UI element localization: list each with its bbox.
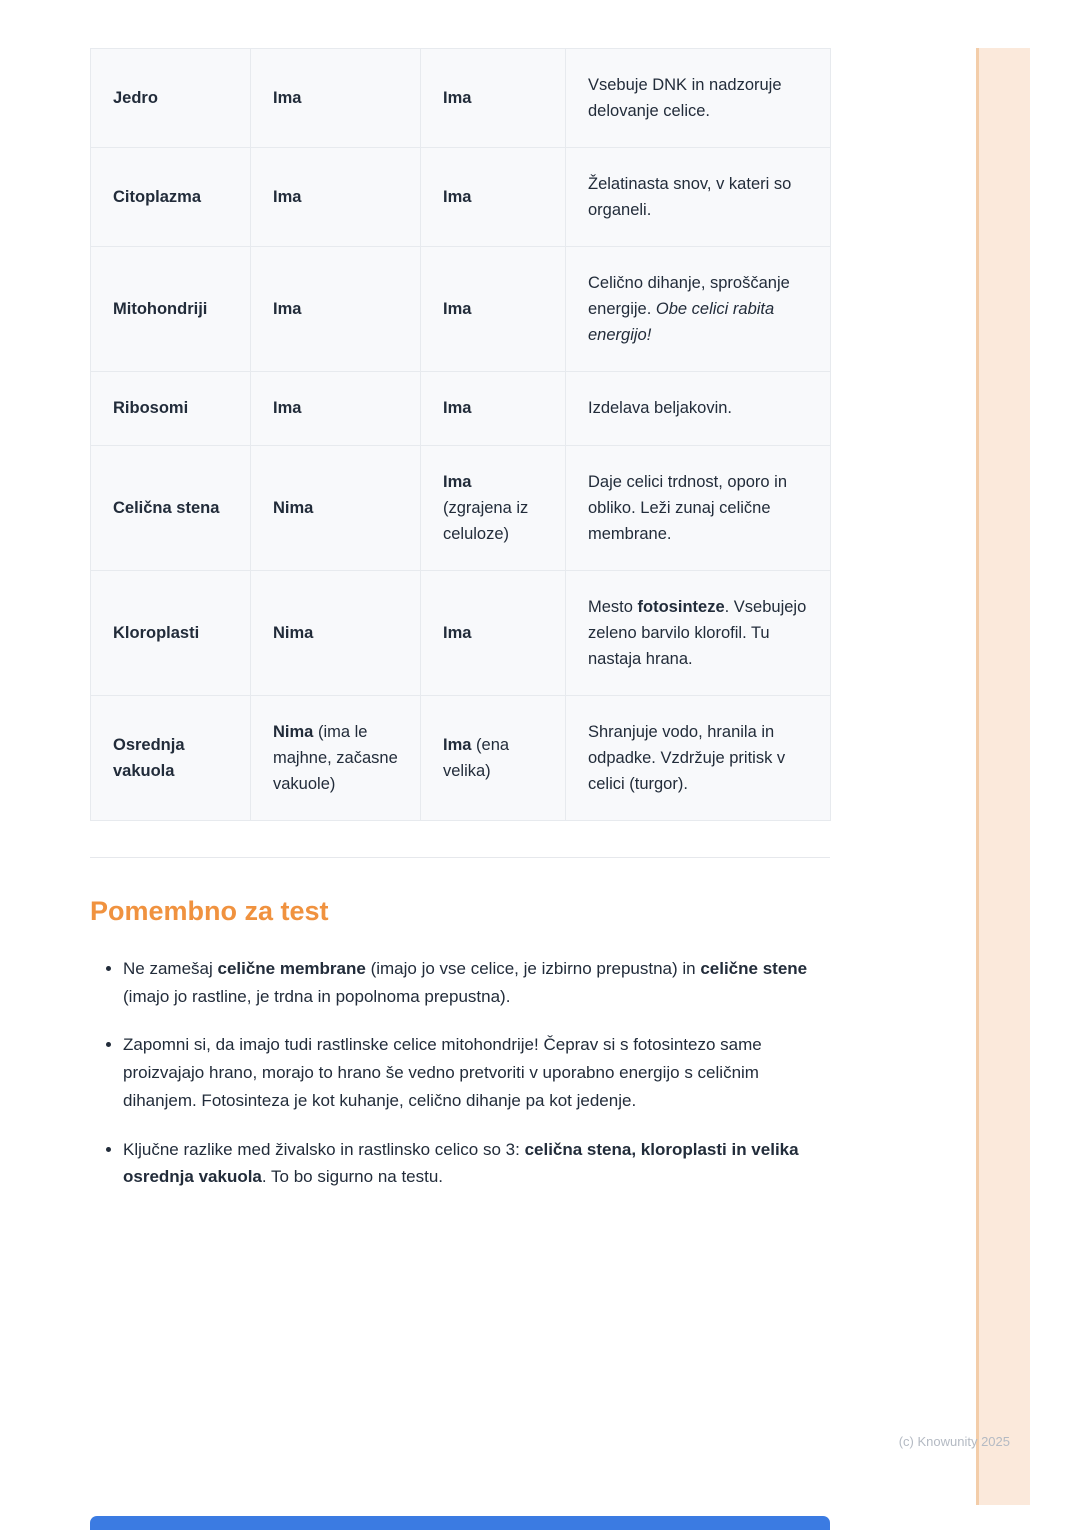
bullet-item: • Ne zamešaj celične membrane (imajo jo vse celice, je izbirno prepustna) in celične stene (imajo jo rastline, je trdna in popolnoma prepustna). (123, 955, 830, 1010)
section-divider (90, 857, 830, 858)
animal-cell: Nima (251, 445, 421, 570)
organelle-cell: Celična stena (91, 445, 251, 570)
description-cell: Želatinasta snov, v kateri so organeli. (566, 148, 831, 247)
description-cell: Shranjuje vodo, hranila in odpadke. Vzdržuje pritisk v celici (turgor). (566, 695, 831, 820)
animal-cell: Ima (251, 372, 421, 445)
animal-cell: Ima (251, 247, 421, 372)
animal-cell: Ima (251, 49, 421, 148)
organelle-cell: Mitohondriji (91, 247, 251, 372)
plant-cell: Ima (421, 49, 566, 148)
plant-cell: Ima (421, 570, 566, 695)
table-row (91, 695, 831, 820)
table-row (91, 49, 831, 148)
organelle-cell: Jedro (91, 49, 251, 148)
comparison-table (90, 48, 831, 821)
table-row (91, 570, 831, 695)
plant-cell: Ima (421, 372, 566, 445)
description-cell: Mesto fotosinteze. Vsebujejo zeleno barvilo klorofil. Tu nastaja hrana. (566, 570, 831, 695)
table-row (91, 247, 831, 372)
organelle-cell: Kloroplasti (91, 570, 251, 695)
bullet-item: • Zapomni si, da imajo tudi rastlinske celice mitohondrije! Čeprav si s fotosintezo same proizvajajo hrano, morajo to hrano še vedno pretvoriti v uporabno energijo s celičnim dihanjem. Fotosinteza je kot kuhanje, celično dihanje pa kot jedenje. (123, 1031, 830, 1114)
page-edge-ribbon (976, 48, 1030, 1505)
organelle-cell: Ribosomi (91, 372, 251, 445)
organelle-cell: Citoplazma (91, 148, 251, 247)
organelle-cell: Osrednja vakuola (91, 695, 251, 820)
table-row (91, 148, 831, 247)
table-row (91, 372, 831, 445)
content-column (90, 48, 830, 1212)
plant-cell: Ima (zgrajena iz celuloze) (421, 445, 566, 570)
plant-cell: Ima (421, 148, 566, 247)
bullet-item: • Ključne razlike med živalsko in rastlinsko celico so 3: celična stena, kloroplasti in velika osrednja vakuola. To bo sigurno na testu. (123, 1136, 830, 1191)
bullet-list (90, 955, 830, 1191)
animal-cell: Ima (251, 148, 421, 247)
plant-cell: Ima (421, 247, 566, 372)
animal-cell: Nima (ima le majhne, začasne vakuole) (251, 695, 421, 820)
copyright-text: (c) Knowunity 2025 (898, 1434, 1010, 1449)
description-cell: Izdelava beljakovin. (566, 372, 831, 445)
description-cell: Celično dihanje, sproščanje energije. Obe celici rabita energijo! (566, 247, 831, 372)
table-row (91, 445, 831, 570)
description-cell: Daje celici trdnost, oporo in obliko. Leži zunaj celične membrane. (566, 445, 831, 570)
plant-cell: Ima (ena velika) (421, 695, 566, 820)
description-cell: Vsebuje DNK in nadzoruje delovanje celice. (566, 49, 831, 148)
section-title: Pomembno za test (90, 896, 329, 927)
animal-cell: Nima (251, 570, 421, 695)
